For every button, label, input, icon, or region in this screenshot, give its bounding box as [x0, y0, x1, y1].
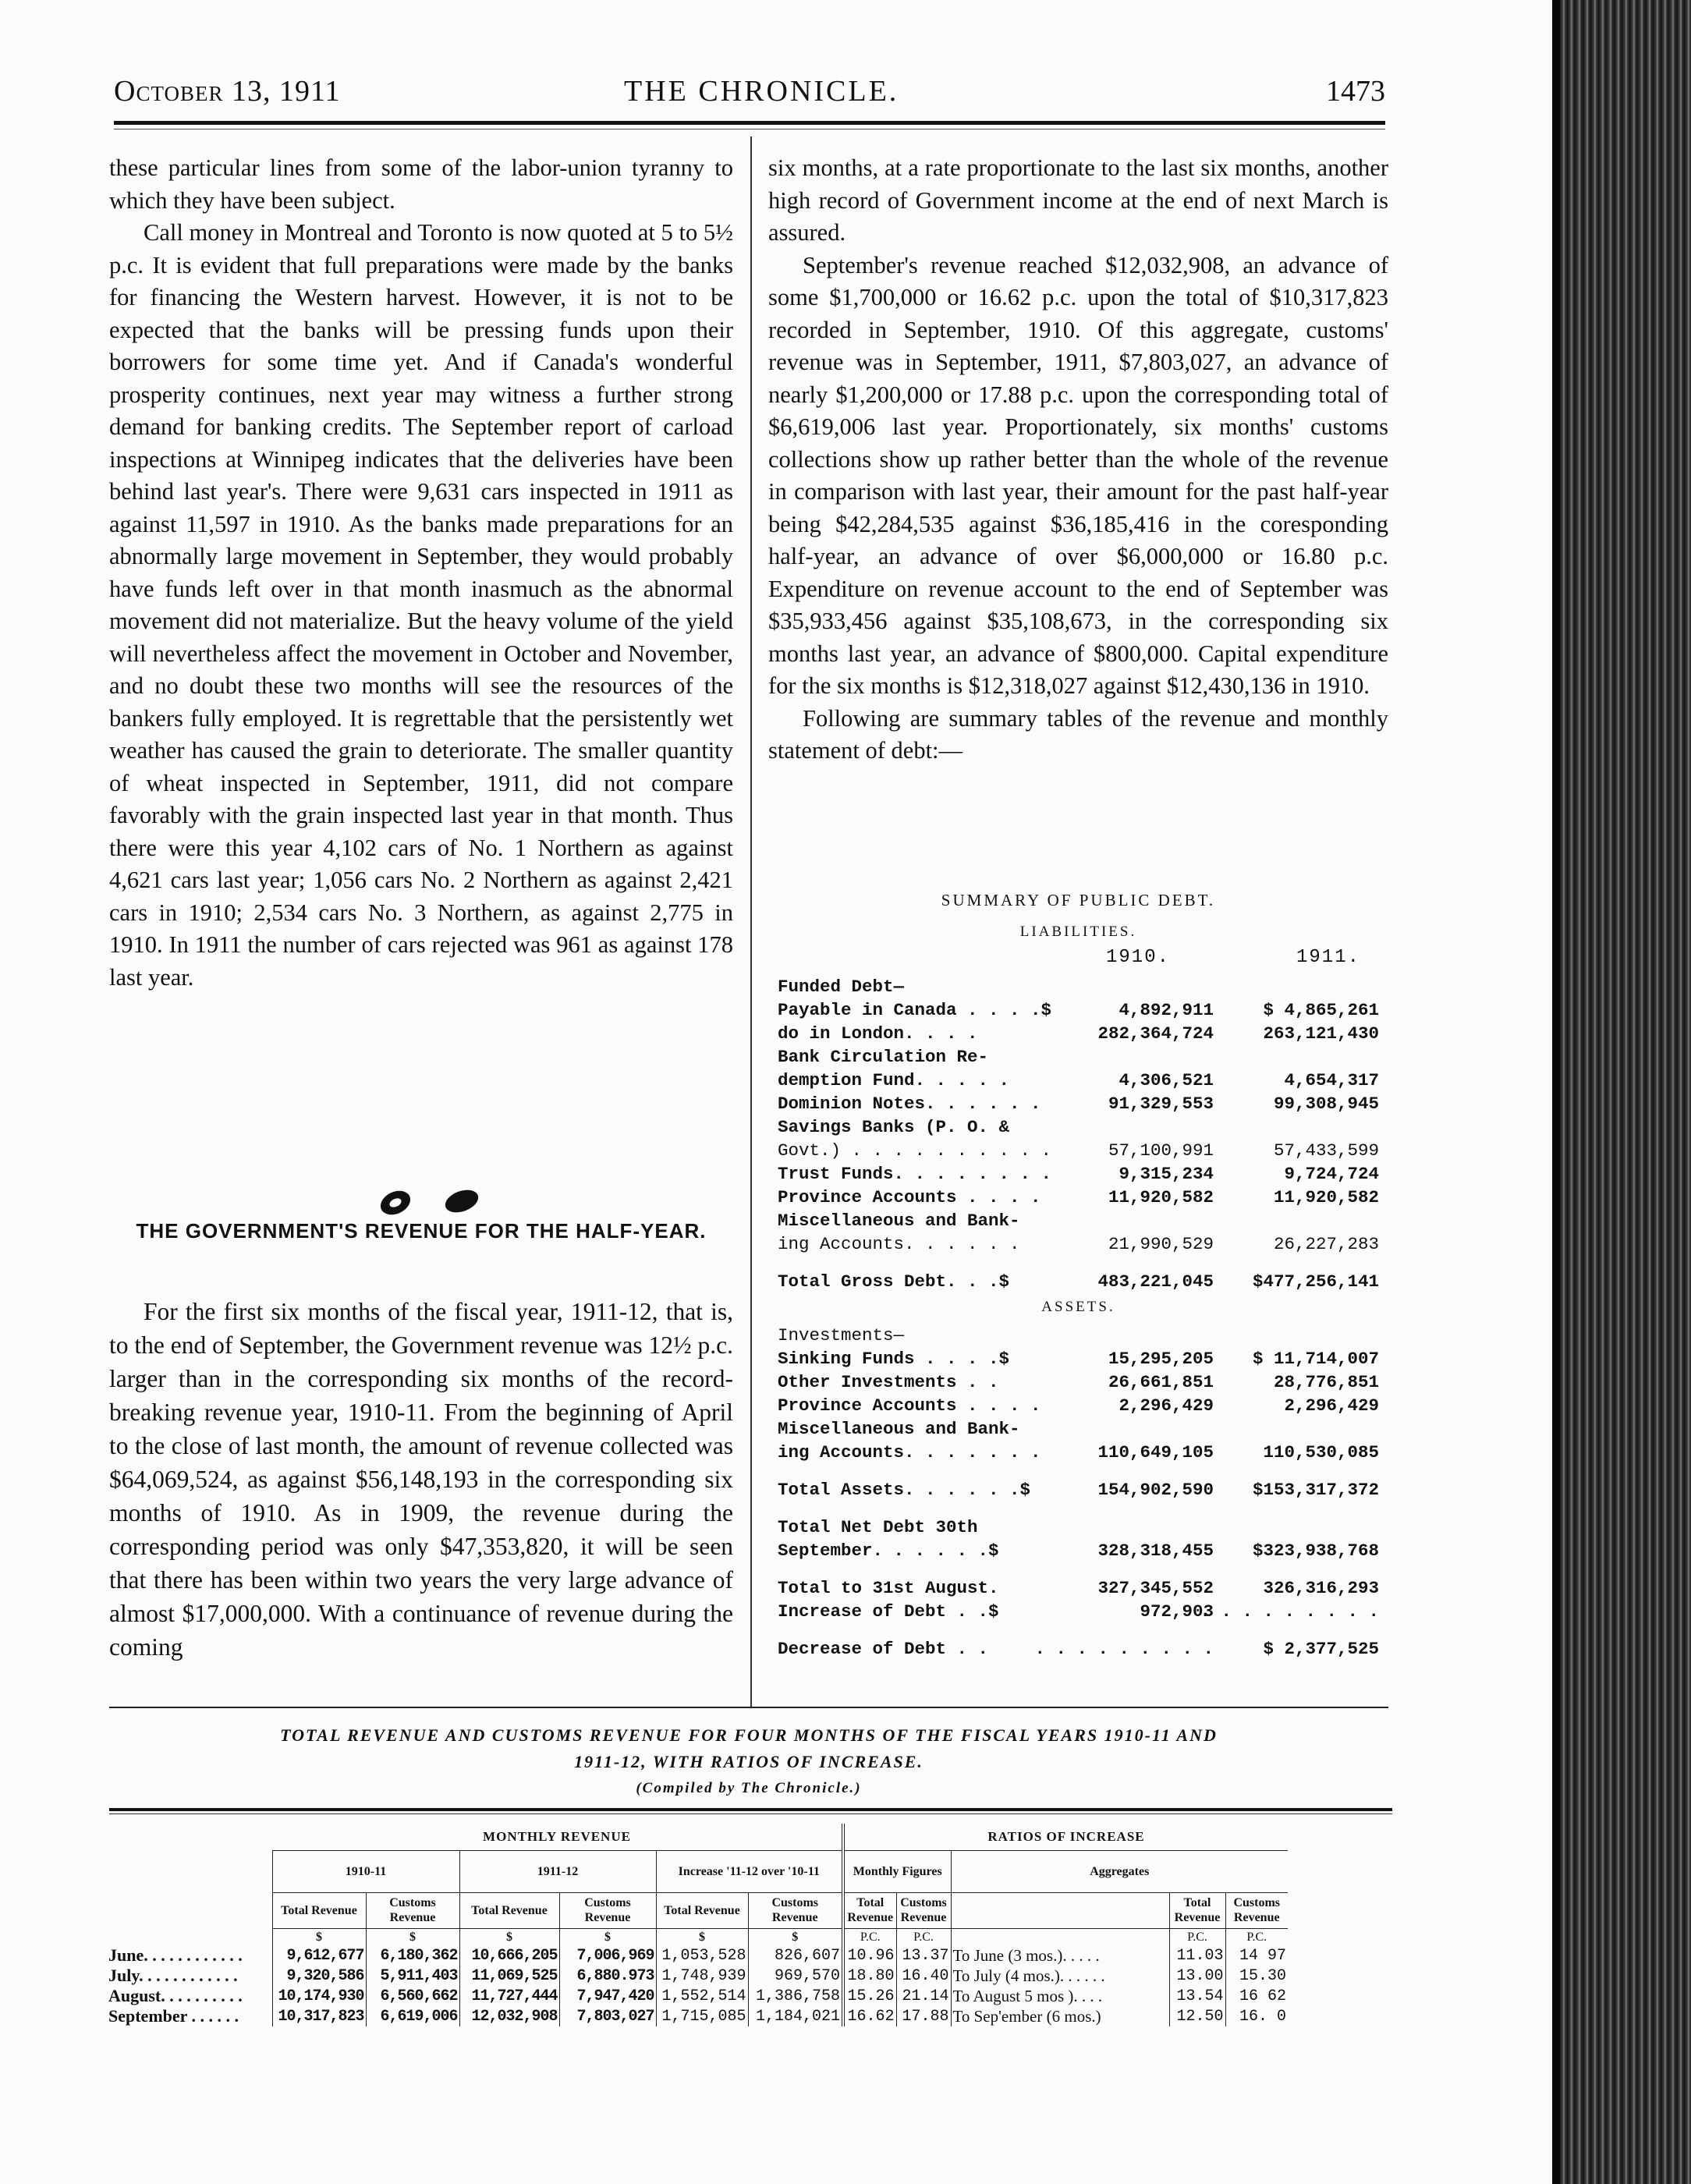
table-row [107, 2006, 1288, 2026]
debt-row [778, 1256, 1390, 1270]
cell-ac: 14 97 [1225, 1945, 1288, 1966]
debt-row-label: Payable in Canada . . . .$ [778, 1000, 1052, 1020]
debt-value-1910: 11,920,582 [1108, 1187, 1214, 1207]
cell-c10: 5,911,403 [366, 1966, 459, 1986]
debt-value-1911: 326,316,293 [1263, 1578, 1379, 1598]
debt-row [778, 1623, 1390, 1637]
cell-ci: 969,570 [748, 1966, 843, 1986]
cell-ci: 1,386,758 [748, 1986, 843, 2006]
cell-ac: 16. 0 [1225, 2006, 1288, 2026]
debt-value-1910: 2,296,429 [1118, 1395, 1214, 1416]
debt-row [778, 1502, 1390, 1516]
cell-ti: 1,053,528 [656, 1945, 748, 1966]
debt-row [778, 1232, 1390, 1256]
col-total-revenue: Total Revenue [272, 1892, 366, 1928]
debt-value-1911: 28,776,851 [1273, 1372, 1379, 1392]
revenue-table-title-line1: TOTAL REVENUE AND CUSTOMS REVENUE FOR FOUR MONTHS OF THE FISCAL YEARS 1910-11 AND [280, 1725, 1218, 1745]
cell-ac: 15.30 [1225, 1966, 1288, 1986]
ornament-icon [360, 1186, 501, 1217]
debt-value-1910: 327,345,552 [1097, 1578, 1214, 1598]
debt-row-label: Govt.) . . . . . . . . . . [778, 1140, 1052, 1161]
cell-t11: 11,727,444 [459, 1986, 559, 2006]
header-rule [114, 121, 1385, 125]
debt-row [778, 1186, 1390, 1209]
cell-month: June. . . . . . . . . . . . [108, 1945, 243, 1965]
unit-pc: P.C. [896, 1928, 951, 1945]
debt-value-1910: 15,295,205 [1108, 1349, 1214, 1369]
debt-value-1911: $ 4,865,261 [1263, 1000, 1379, 1020]
debt-value-1911: 11,920,582 [1273, 1187, 1379, 1207]
debt-value-1911: $323,938,768 [1252, 1540, 1379, 1561]
cell-mc: 16.40 [896, 1966, 951, 1986]
debt-row [778, 1539, 1390, 1562]
col-customs-revenue: Customs Revenue [1225, 1892, 1288, 1928]
debt-row [778, 1022, 1390, 1045]
revenue-table [107, 1824, 1288, 2026]
debt-row [778, 1324, 1390, 1347]
debt-value-1910: 9,315,234 [1118, 1164, 1214, 1184]
debt-value-1911: 26,227,283 [1273, 1234, 1379, 1254]
cell-t10: 9,612,677 [272, 1945, 366, 1966]
publication-title: THE CHRONICLE. [624, 75, 899, 108]
debt-row-label: Total to 31st August. [778, 1578, 999, 1598]
debt-value-1910: 328,318,455 [1097, 1540, 1214, 1561]
cell-mc: 21.14 [896, 1986, 951, 2006]
debt-row-label: Total Assets. . . . . .$ [778, 1480, 1031, 1500]
right-column-text [768, 152, 1388, 768]
debt-value-1911: 9,724,724 [1284, 1164, 1379, 1184]
debt-row-label: Funded Debt— [778, 977, 905, 997]
cell-c11: 7,947,420 [559, 1986, 656, 2006]
page-number: 1473 [1326, 75, 1385, 108]
col-total-revenue: Total Revenue [1169, 1892, 1225, 1928]
unit-pc: P.C. [843, 1928, 896, 1945]
debt-value-1910: 110,649,105 [1097, 1442, 1214, 1462]
unit-dollar: $ [748, 1928, 843, 1945]
group-1910-11: 1910-11 [272, 1850, 459, 1892]
debt-row-label: Miscellaneous and Bank- [778, 1211, 1020, 1231]
cell-c10: 6,560,662 [366, 1986, 459, 2006]
unit-dollar: $ [272, 1928, 366, 1945]
left-column-text [109, 152, 733, 994]
table-row [107, 1945, 1288, 1966]
debt-row [778, 1478, 1390, 1502]
cell-t11: 11,069,525 [459, 1966, 559, 1986]
compiled-note: (Compiled by The Chronicle.) [636, 1780, 862, 1796]
debt-value-1911: 263,121,430 [1263, 1023, 1379, 1044]
table-row [107, 1966, 1288, 1986]
paragraph: Call money in Montreal and Toronto is now quoted at 5 to 5½ p.c. It is evident that full preparations were made by the banks for financing the Western harvest. However, it is not to be expected that the banks will be pressing funds upon their borrowers for some time yet. And if Canada's wonderful prosperity continues, next year may witness a further strong demand for banking credits. The September report of carload inspections at Winnipeg indicates that the deliveries have been behind last year's. There were 9,631 cars inspected in 1911 as against 11,597 in 1910. As the banks made preparations for an abnormally large movement in September, they would probably have funds left over in that month inasmuch as the abnormal movement did not materialize. But the heavy volume of the yield will nevertheless affect the movement in October and November, and no doubt these two months will see the resources of the bankers fully employed. It is regrettable that the persistently wet weather has caused the grain to deteriorate. The smaller quantity of wheat inspected in September, 1911, did not compare favorably with the grain inspected last year in that month. Thus there were this year 4,102 cars of No. 1 Northern as against 4,621 cars last year; 1,056 cars No. 2 Northern as against 2,421 cars in 1910; 2,534 cars No. 3 Northern, as against 2,775 in 1910. In 1911 the number of cars rejected was 961 as against 178 last year. [109, 219, 733, 991]
aggregates-heading: Aggregates [951, 1850, 1288, 1892]
revenue-table-title [109, 1722, 1388, 1802]
debt-value-1910: 91,329,553 [1108, 1094, 1214, 1114]
debt-row-label: Increase of Debt . .$ [778, 1601, 999, 1622]
debt-value-1911: 2,296,429 [1284, 1395, 1379, 1416]
debt-value-1911: 4,654,317 [1284, 1070, 1379, 1090]
debt-value-1910: 57,100,991 [1108, 1140, 1214, 1161]
debt-row-label: Miscellaneous and Bank- [778, 1419, 1020, 1439]
debt-row-label: Province Accounts . . . . [778, 1395, 1041, 1416]
debt-value-1910: 21,990,529 [1108, 1234, 1214, 1254]
year-1910-heading: 1910. [1106, 947, 1171, 968]
debt-value-1911: $ 11,714,007 [1252, 1349, 1379, 1369]
cell-agg: To August 5 mos ). . . . [951, 1986, 1169, 2006]
assets-heading: ASSETS. [1041, 1299, 1115, 1315]
assets-table [778, 1324, 1390, 1661]
debt-row [778, 1115, 1390, 1139]
debt-value-1911: 99,308,945 [1273, 1094, 1379, 1114]
cell-ci: 826,607 [748, 1945, 843, 1966]
debt-row [778, 1516, 1390, 1539]
issue-date: October 13, 1911 [114, 75, 341, 108]
cell-mt: 15.26 [843, 1986, 896, 2006]
book-binding-edge [1552, 0, 1691, 2184]
debt-row [778, 1600, 1390, 1623]
debt-value-1910: 4,892,911 [1118, 1000, 1214, 1020]
page-header [0, 74, 1552, 113]
group-1911-12: 1911-12 [459, 1850, 656, 1892]
cell-agg: To July (4 mos.). . . . . . [951, 1966, 1169, 1986]
col-total-revenue: Total Revenue [656, 1892, 748, 1928]
debt-row [778, 1069, 1390, 1092]
debt-row-label: do in London. . . . [778, 1023, 978, 1044]
debt-row [778, 1562, 1390, 1576]
debt-row-label: Total Gross Debt. . .$ [778, 1271, 1010, 1292]
debt-row [778, 1092, 1390, 1115]
cell-mc: 17.88 [896, 2006, 951, 2026]
monthly-figures-heading: Monthly Figures [843, 1850, 951, 1892]
paragraph: September's revenue reached $12,032,908, an advance of some $1,700,000 or 16.62 p.c. upon the total of $10,317,823 recorded in September, 1910. Of this aggregate, customs' revenue was in September, 1911, $7,803,027, an advance of nearly $1,200,000 or 17.88 p.c. upon the corresponding total of $6,619,006 last year. Proportionately, six months' customs collections show up rather better than the whole of the revenue in comparison with last year, their amount for the past half-year being $42,284,535 against $36,185,416 in the coresponding half-year, an advance of over $6,000,000 or 16.80 p.c. Expenditure on revenue account to the end of September was $35,933,456 against $35,108,673, in the corresponding six months last year, an advance of $800,000. Capital expenditure for the six months is $12,318,027 against $12,430,136 in 1910. [768, 251, 1388, 699]
debt-row-label: Trust Funds. . . . . . . . [778, 1164, 1052, 1184]
cell-t10: 9,320,586 [272, 1966, 366, 1986]
col-total-revenue: Total Revenue [459, 1892, 559, 1928]
monthly-revenue-heading: MONTHLY REVENUE [483, 1828, 631, 1844]
debt-row [778, 1394, 1390, 1417]
column-divider [750, 136, 752, 1708]
col-customs-revenue: Customs Revenue [896, 1892, 951, 1928]
revenue-table-rule [109, 1808, 1392, 1811]
cell-agg: To Sep'ember (6 mos.) [951, 2006, 1169, 2026]
debt-row-label: September. . . . . .$ [778, 1540, 999, 1561]
cell-t11: 12,032,908 [459, 2006, 559, 2026]
debt-row [778, 1464, 1390, 1478]
debt-value-1910: 26,661,851 [1108, 1372, 1214, 1392]
debt-row [778, 1637, 1390, 1661]
paragraph: For the first six months of the fiscal year, 1911-12, that is, to the end of September, the Government revenue was 12½ p.c. larger than in the corresponding six months of the record-breaking revenue year, 1910-11. From the beginning of April to the close of last month, the amount of revenue collected was $64,069,524, as against $56,148,193 in the corresponding six months of 1910. As in 1909, the revenue during the corresponding period was only $47,353,820, it will be seen that there has been within two years the very large advance of almost $17,000,000. With a continuance of revenue during the coming [109, 1298, 733, 1661]
cell-t11: 10,666,205 [459, 1945, 559, 1966]
group-increase: Increase '11-12 over '10-11 [656, 1850, 843, 1892]
debt-row-label: Total Net Debt 30th [778, 1517, 978, 1537]
debt-row-label: Other Investments . . [778, 1372, 999, 1392]
cell-month: July. . . . . . . . . . . . [108, 1966, 238, 1985]
cell-at: 13.00 [1169, 1966, 1225, 1986]
table-separator-rule [109, 1707, 1388, 1708]
unit-dollar: $ [366, 1928, 459, 1945]
debt-row [778, 1270, 1390, 1293]
debt-value-1911: 57,433,599 [1273, 1140, 1379, 1161]
cell-at: 12.50 [1169, 2006, 1225, 2026]
cell-c11: 7,006,969 [559, 1945, 656, 1966]
unit-dollar: $ [559, 1928, 656, 1945]
paragraph: six months, at a rate proportionate to the last six months, another high record of Government income at the end of next March is assured. [768, 154, 1388, 246]
debt-value-1911: 110,530,085 [1263, 1442, 1379, 1462]
debt-row-label: Savings Banks (P. O. & [778, 1117, 1010, 1137]
debt-row [778, 1417, 1390, 1441]
col-customs-revenue: Customs Revenue [366, 1892, 459, 1928]
cell-month: August. . . . . . . . . . [108, 1986, 243, 2005]
cell-c10: 6,180,362 [366, 1945, 459, 1966]
section-text [109, 1295, 733, 1664]
cell-ac: 16 62 [1225, 1986, 1288, 2006]
debt-value-1910: . . . . . . . . . [1034, 1639, 1214, 1659]
paragraph: Following are summary tables of the revenue and monthly statement of debt:— [768, 704, 1388, 764]
debt-summary-title: SUMMARY OF PUBLIC DEBT. [941, 891, 1216, 909]
cell-mt: 10.96 [843, 1945, 896, 1966]
cell-ti: 1,715,085 [656, 2006, 748, 2026]
unit-dollar: $ [459, 1928, 559, 1945]
debt-row-label: Province Accounts . . . . [778, 1187, 1041, 1207]
cell-ci: 1,184,021 [748, 2006, 843, 2026]
cell-mt: 18.80 [843, 1966, 896, 1986]
col-total-revenue: Total Revenue [843, 1892, 896, 1928]
cell-month: September . . . . . . [108, 2006, 239, 2026]
cell-c11: 7,803,027 [559, 2006, 656, 2026]
debt-value-1911: $ 2,377,525 [1263, 1639, 1379, 1659]
cell-mt: 16.62 [843, 2006, 896, 2026]
debt-row-label: ing Accounts. . . . . . . [778, 1442, 1041, 1462]
cell-ti: 1,748,939 [656, 1966, 748, 1986]
year-1911-heading: 1911. [1296, 947, 1361, 968]
cell-t10: 10,174,930 [272, 1986, 366, 2006]
debt-row-label: Decrease of Debt . . [778, 1639, 989, 1659]
table-row [107, 1986, 1288, 2006]
liabilities-heading: LIABILITIES. [1019, 924, 1137, 940]
ratios-heading: RATIOS OF INCREASE [843, 1824, 1288, 1850]
debt-row [778, 1162, 1390, 1186]
cell-at: 11.03 [1169, 1945, 1225, 1966]
section-heading: THE GOVERNMENT'S REVENUE FOR THE HALF-YEAR. [136, 1219, 707, 1243]
cell-mc: 13.37 [896, 1945, 951, 1966]
debt-value-1910: 154,902,590 [1097, 1480, 1214, 1500]
debt-row-label: Dominion Notes. . . . . . [778, 1094, 1041, 1114]
paragraph: these particular lines from some of the labor-union tyranny to which they have been subject. [109, 154, 733, 214]
cell-t10: 10,317,823 [272, 2006, 366, 2026]
cell-ti: 1,552,514 [656, 1986, 748, 2006]
col-customs-revenue: Customs Revenue [748, 1892, 843, 1928]
debt-value-1910: 4,306,521 [1118, 1070, 1214, 1090]
debt-value-1911: $477,256,141 [1252, 1271, 1379, 1292]
debt-row [778, 1370, 1390, 1394]
unit-pc: P.C. [1225, 1928, 1288, 1945]
debt-row [778, 1045, 1390, 1069]
debt-row [778, 1441, 1390, 1464]
cell-agg: To June (3 mos.). . . . . [951, 1945, 1169, 1966]
col-customs-revenue: Customs Revenue [559, 1892, 656, 1928]
debt-row-label: ing Accounts. . . . . . [778, 1234, 1020, 1254]
liabilities-table [778, 975, 1390, 1293]
cell-c11: 6,880.973 [559, 1966, 656, 1986]
debt-row [778, 1209, 1390, 1232]
debt-row [778, 975, 1390, 998]
debt-row [778, 1576, 1390, 1600]
debt-row-label: Bank Circulation Re- [778, 1047, 989, 1067]
debt-row [778, 998, 1390, 1022]
debt-row-label: demption Fund. . . . . [778, 1070, 1010, 1090]
debt-row [778, 1139, 1390, 1162]
debt-value-1911: . . . . . . . . . [1200, 1601, 1379, 1622]
debt-value-1910: 972,903 [1140, 1601, 1214, 1622]
unit-dollar: $ [656, 1928, 748, 1945]
debt-value-1910: 483,221,045 [1097, 1271, 1214, 1292]
debt-row [778, 1347, 1390, 1370]
debt-value-1911: $153,317,372 [1252, 1480, 1379, 1500]
debt-value-1910: 282,364,724 [1097, 1023, 1214, 1044]
revenue-table-title-line2: 1911-12, WITH RATIOS OF INCREASE. [574, 1752, 923, 1771]
debt-row-label: Sinking Funds . . . .$ [778, 1349, 1010, 1369]
cell-c10: 6,619,006 [366, 2006, 459, 2026]
debt-row-label: Investments— [778, 1325, 905, 1346]
book-binding-shadow [1552, 0, 1560, 2184]
cell-at: 13.54 [1169, 1986, 1225, 2006]
unit-pc: P.C. [1169, 1928, 1225, 1945]
